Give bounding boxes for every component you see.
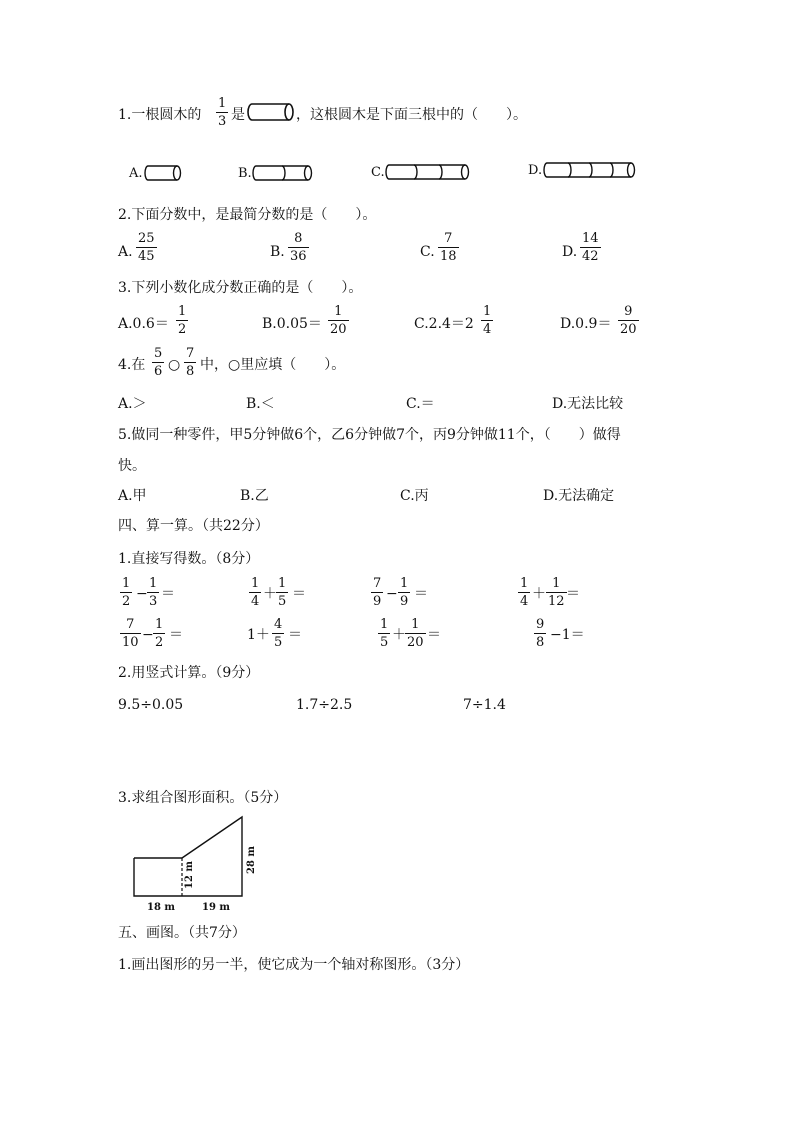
section5-title: 五、画图。（共7分） bbox=[118, 925, 246, 941]
mental-r1c4-eq: ＝ bbox=[566, 586, 580, 602]
q1-option-d[interactable]: D. bbox=[528, 163, 543, 178]
q2-option-c-fraction: $\frac{7}{18}$ bbox=[440, 231, 457, 264]
mental-r2c1-b: $\frac{1}{2}$ bbox=[155, 617, 164, 650]
q1-option-a[interactable]: A. bbox=[129, 166, 143, 181]
q3-option-b-fraction: $\frac{1}{20}$ bbox=[330, 304, 347, 337]
q4-suffix: 中，○里应填（ ）。 bbox=[200, 357, 346, 373]
mental-r2c2-eq: ＝ bbox=[288, 627, 302, 643]
mental-r1c3-op: − bbox=[386, 586, 398, 602]
q4-fraction-a: $\frac{5}{6}$ bbox=[154, 346, 163, 379]
q1-suffix: ，这根圆木是下面三根中的（ ）。 bbox=[296, 107, 527, 123]
log-three-segments-icon bbox=[385, 163, 471, 181]
q5-text-line1: 5.做同一种零件，甲5分钟做6个，乙6分钟做7个，丙9分钟做11个，（ ）做得 bbox=[118, 427, 621, 443]
q3-option-c-label[interactable]: C.2.4＝2 bbox=[414, 316, 474, 332]
q3-option-b-label[interactable]: B.0.05＝ bbox=[262, 316, 322, 332]
mental-r2c4-a: $\frac{9}{8}$ bbox=[536, 617, 545, 650]
q5-text-line2: 快。 bbox=[118, 458, 146, 474]
mental-r1c4-a: $\frac{1}{4}$ bbox=[520, 576, 529, 609]
mental-r1c1-eq: ＝ bbox=[161, 586, 175, 602]
log-two-segments-icon bbox=[252, 164, 314, 182]
log-three-thirds-icon bbox=[144, 164, 182, 182]
q3-text: 3.下列小数化成分数正确的是（ ）。 bbox=[118, 280, 363, 296]
q2-option-d-fraction: $\frac{14}{42}$ bbox=[582, 231, 599, 264]
q3-option-d-label[interactable]: D.0.9＝ bbox=[560, 316, 612, 332]
log-four-segments-icon bbox=[543, 161, 637, 179]
q2-option-b-fraction: $\frac{8}{36}$ bbox=[290, 231, 307, 264]
mental-r2c4-tail: −1＝ bbox=[550, 627, 585, 643]
mental-r2c1-a: $\frac{7}{10}$ bbox=[122, 617, 139, 650]
mental-r2c3-b: $\frac{1}{20}$ bbox=[407, 617, 424, 650]
figure-label-right: 19 m bbox=[202, 902, 230, 913]
q2-option-c-label[interactable]: C. bbox=[420, 244, 435, 260]
mental-r1c3-eq: ＝ bbox=[414, 586, 428, 602]
q3-option-c-fraction: $\frac{1}{4}$ bbox=[483, 304, 492, 337]
mental-r2c2-pre: 1＋ bbox=[247, 627, 270, 643]
section4-title: 四、算一算。（共22分） bbox=[118, 518, 269, 534]
q3-option-a-fraction: $\frac{1}{2}$ bbox=[178, 304, 187, 337]
section5-sub1: 1.画出图形的另一半，使它成为一个轴对称图形。（3分） bbox=[118, 957, 470, 973]
q4-prefix: 4.在 bbox=[118, 357, 146, 373]
mental-r1c2-op: ＋ bbox=[263, 586, 277, 602]
q5-option-a[interactable]: A.甲 bbox=[118, 488, 147, 504]
mental-r2c2-b: $\frac{4}{5}$ bbox=[274, 617, 283, 650]
mental-r1c1-a: $\frac{1}{2}$ bbox=[122, 576, 131, 609]
mental-r1c1-op: − bbox=[136, 586, 148, 602]
q1-prefix: 1.一根圆木的 bbox=[118, 107, 202, 123]
q2-option-d-label[interactable]: D. bbox=[562, 244, 578, 260]
section4-sub3: 3.求组合图形面积。（5分） bbox=[118, 790, 288, 806]
q4-option-a[interactable]: A.＞ bbox=[118, 396, 147, 412]
mental-r1c3-a: $\frac{7}{9}$ bbox=[373, 576, 382, 609]
q4-option-d[interactable]: D.无法比较 bbox=[552, 396, 624, 412]
q1-option-c[interactable]: C. bbox=[371, 165, 385, 180]
q3-option-a-label[interactable]: A.0.6＝ bbox=[118, 316, 169, 332]
mental-r1c2-b: $\frac{1}{5}$ bbox=[278, 576, 287, 609]
mental-r2c1-op: − bbox=[142, 627, 154, 643]
mental-r2c3-eq: ＝ bbox=[427, 627, 441, 643]
mental-r1c4-op: ＋ bbox=[532, 586, 546, 602]
mental-r1c1-b: $\frac{1}{3}$ bbox=[149, 576, 158, 609]
q1-fraction: $\frac{1}{3}$ bbox=[218, 96, 227, 129]
composite-figure bbox=[125, 812, 265, 918]
q2-text: 2.下面分数中，是最简分数的是（ ）。 bbox=[118, 207, 377, 223]
mental-r2c3-a: $\frac{1}{5}$ bbox=[380, 617, 389, 650]
q2-option-a-fraction: $\frac{25}{45}$ bbox=[138, 231, 155, 264]
mental-r1c3-b: $\frac{1}{9}$ bbox=[400, 576, 409, 609]
mental-r2c3-op: ＋ bbox=[392, 627, 406, 643]
q5-option-d[interactable]: D.无法确定 bbox=[543, 488, 615, 504]
mental-r1c2-a: $\frac{1}{4}$ bbox=[251, 576, 260, 609]
mental-r1c4-b: $\frac{1}{12}$ bbox=[548, 576, 565, 609]
log-one-segment-icon bbox=[247, 102, 295, 122]
q5-option-b[interactable]: B.乙 bbox=[240, 488, 269, 504]
figure-label-left: 18 m bbox=[147, 902, 175, 913]
q1-option-b[interactable]: B. bbox=[238, 166, 252, 181]
calc-item-1: 9.5÷0.05 bbox=[118, 697, 184, 713]
section4-sub2: 2.用竖式计算。（9分） bbox=[118, 665, 260, 681]
q5-option-c[interactable]: C.丙 bbox=[400, 488, 429, 504]
q4-option-b[interactable]: B.＜ bbox=[246, 396, 275, 412]
figure-label-tall: 28 m bbox=[245, 846, 257, 874]
q2-option-b-label[interactable]: B. bbox=[270, 244, 285, 260]
q3-option-d-fraction: $\frac{9}{20}$ bbox=[620, 304, 637, 337]
q4-option-c[interactable]: C.＝ bbox=[406, 396, 435, 412]
q4-circle: ○ bbox=[168, 357, 181, 373]
figure-label-mid: 12 m bbox=[183, 861, 195, 889]
section4-sub1: 1.直接写得数。（8分） bbox=[118, 551, 260, 567]
mental-r1c2-eq: ＝ bbox=[292, 586, 306, 602]
calc-item-3: 7÷1.4 bbox=[463, 697, 506, 713]
q1-is: 是 bbox=[231, 107, 245, 123]
q4-fraction-b: $\frac{7}{8}$ bbox=[186, 346, 195, 379]
calc-item-2: 1.7÷2.5 bbox=[296, 697, 353, 713]
q2-option-a-label[interactable]: A. bbox=[118, 244, 133, 260]
mental-r2c1-eq: ＝ bbox=[169, 627, 183, 643]
